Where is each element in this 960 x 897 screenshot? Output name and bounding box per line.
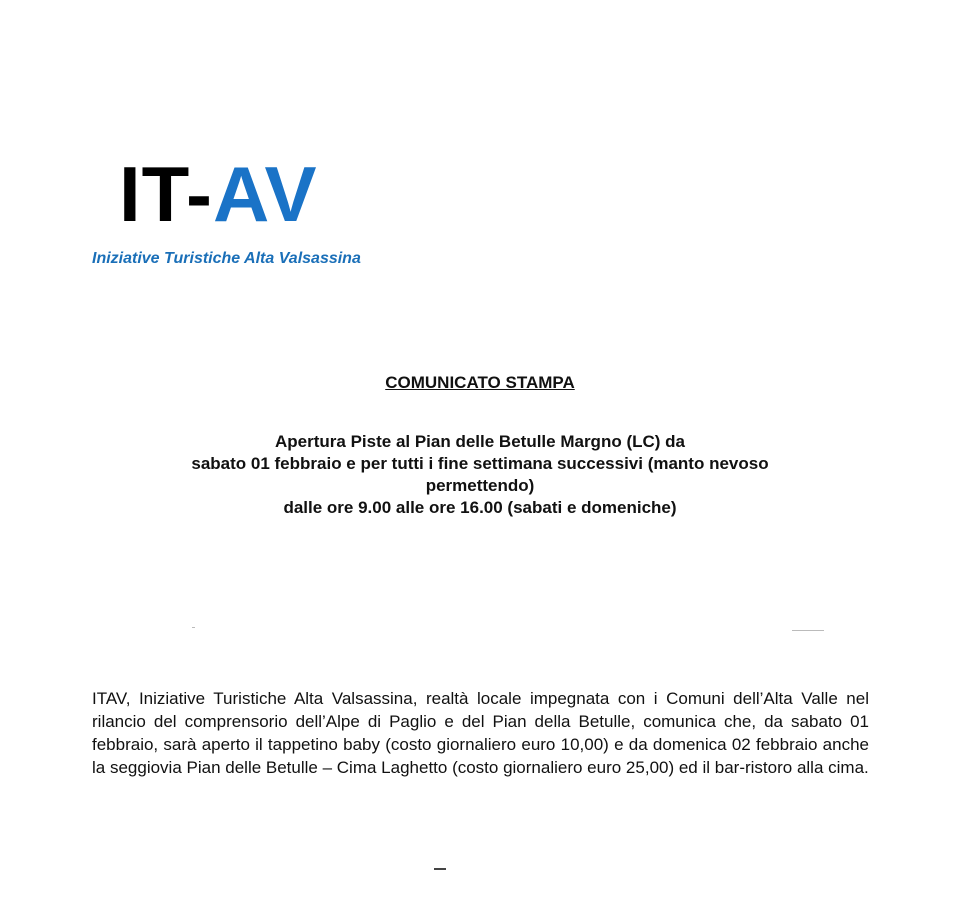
logo-tagline: Iniziative Turistiche Alta Valsassina: [92, 250, 361, 267]
itav-logo: [119, 150, 318, 238]
page-footer-mark: [434, 868, 446, 870]
scan-speck: [192, 627, 195, 628]
body-paragraph: ITAV, Iniziative Turistiche Alta Valsassina, realtà locale impegnata con i Comuni dell’Alta Valle nel rilancio del comprensorio dell’Alpe di Paglio e del Pian della Betulle, comunica che, da sabato 01 febbraio, sarà aperto il tappetino baby (costo giornaliero euro 10,00) e da domenica 02 febbraio anche la seggiovia Pian delle Betulle – Cima Laghetto (costo giornaliero euro 25,00) ed il bar-ristoro alla cima.: [92, 689, 869, 777]
subtitle-line-3: permettendo): [425, 476, 535, 495]
document-subtitle: [120, 431, 840, 519]
scan-speck: [792, 630, 824, 631]
subtitle-line-4: dalle ore 9.00 alle ore 16.00 (sabati e domeniche): [283, 498, 677, 517]
subtitle-line-2: sabato 01 febbraio e per tutti i fine settimana successivi (manto nevoso: [191, 454, 769, 473]
document-heading: COMUNICATO STAMPA: [385, 373, 575, 392]
logo-part-it: IT-: [119, 150, 213, 238]
logo-part-av: AV: [213, 150, 318, 238]
subtitle-line-1: Apertura Piste al Pian delle Betulle Margno (LC) da: [275, 432, 685, 451]
